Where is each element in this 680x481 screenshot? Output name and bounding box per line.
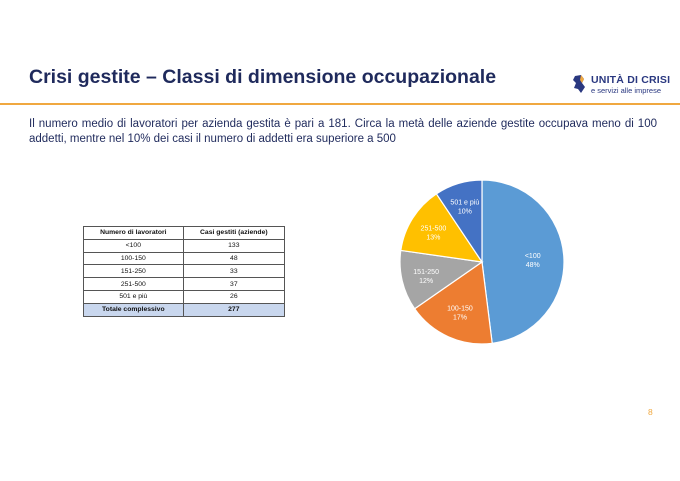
header-workers: Numero di lavoratori: [84, 227, 184, 240]
header-divider: [0, 103, 680, 105]
logo-name: UNITÀ DI CRISI: [591, 74, 671, 86]
page-number: 8: [648, 407, 653, 417]
header-cases: Casi gestiti (aziende): [183, 227, 284, 240]
pie-slice-percent-label: 17%: [452, 314, 467, 322]
pie-slice-category-label: 251-500: [420, 225, 447, 233]
brand-logo: [572, 74, 672, 96]
pie-slice-percent-label: 13%: [426, 234, 441, 242]
cell-class: 100-150: [84, 252, 184, 265]
pie-chart: [380, 170, 570, 352]
pie-slice: [482, 180, 564, 343]
table-total-row: [84, 303, 285, 316]
intro-paragraph: Il numero medio di lavoratori per azienda gestita è pari a 181. Circa la metà delle aziende gestite occupava meno di 100 addetti, mentre nel 10% dei casi il numero di addetti era superiore a 500: [29, 118, 657, 145]
cell-class: 501 e più: [84, 290, 184, 303]
cell-count: 33: [183, 265, 284, 278]
pie-slice-category-label: 100-150: [447, 305, 473, 313]
total-label: Totale complessivo: [84, 303, 184, 316]
total-value: 277: [183, 303, 284, 316]
table-header-row: [84, 227, 285, 240]
logo-subtitle: e servizi alle imprese: [591, 86, 662, 95]
cell-class: 151-250: [84, 265, 184, 278]
pie-slice-percent-label: 48%: [525, 261, 540, 269]
cell-class: <100: [84, 239, 184, 252]
cell-class: 251-500: [84, 278, 184, 291]
table-row: [84, 265, 285, 278]
pie-slice-percent-label: 12%: [419, 278, 434, 286]
pie-slice-category-label: <100: [524, 252, 541, 260]
cell-count: 37: [183, 278, 284, 291]
logo-mark-icon: [572, 74, 588, 94]
table-row: [84, 290, 285, 303]
pie-slice-percent-label: 10%: [457, 208, 472, 216]
table-row: [84, 252, 285, 265]
page-title: Crisi gestite – Classi di dimensione occupazionale: [29, 66, 497, 88]
pie-slice-category-label: 151-250: [413, 269, 439, 277]
table-row: [84, 278, 285, 291]
cell-count: 133: [183, 239, 284, 252]
pie-chart-svg: [380, 170, 570, 352]
pie-slice-category-label: 501 e più: [450, 199, 480, 207]
table-row: [84, 239, 285, 252]
cell-count: 26: [183, 290, 284, 303]
cell-count: 48: [183, 252, 284, 265]
cases-table: [83, 226, 285, 317]
